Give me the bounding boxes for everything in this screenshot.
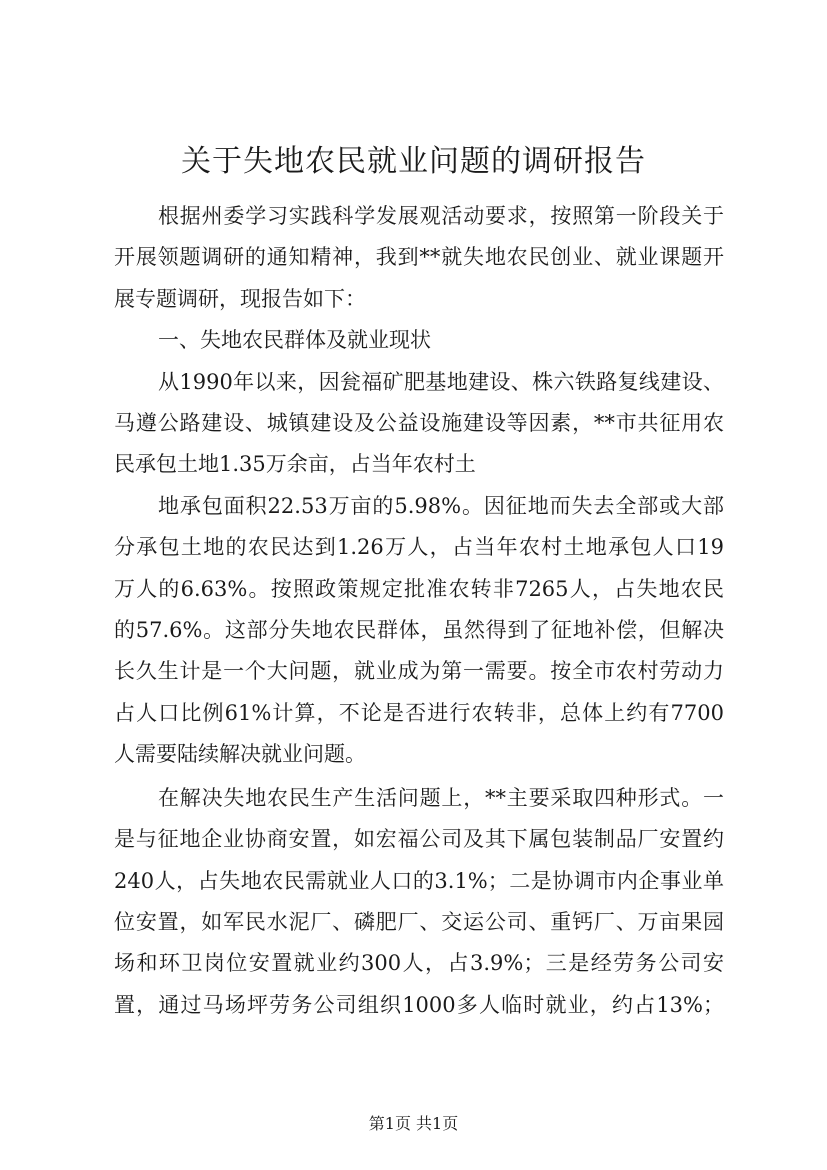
paragraph-line: 分承包土地的农民达到1.26万人，占当年农村土地承包人口19 xyxy=(114,535,724,560)
paragraph-line: 是与征地企业协商安置，如宏福公司及其下属包装制品厂安置约 xyxy=(114,827,724,852)
document-body xyxy=(114,196,724,1026)
paragraph-line: 在解决失地农民生产生活问题上，**主要采取四种形式。一 xyxy=(158,785,724,810)
paragraph-line: 根据州委学习实践科学发展观活动要求，按照第一阶段关于 xyxy=(158,204,724,228)
paragraph-line: 开展领题调研的通知精神，我到**就失地农民创业、就业课题开 xyxy=(114,245,724,270)
document-title: 关于失地农民就业问题的调研报告 xyxy=(181,144,646,179)
paragraph-line: 长久生计是一个大问题，就业成为第一需要。按全市农村劳动力 xyxy=(114,659,724,684)
paragraph-line: 从1990年以来，因瓮福矿肥基地建设、株六铁路复线建设、 xyxy=(158,369,724,394)
paragraph-line: 展专题调研，现报告如下： xyxy=(114,286,366,311)
paragraph-line: 马遵公路建设、城镇建设及公益设施建设等因素，**市共征用农 xyxy=(114,411,724,436)
paragraph-line: 位安置，如军民水泥厂、磷肥厂、交运公司、重钙厂、万亩果园 xyxy=(114,909,724,934)
paragraph-line: 240人，占失地农民需就业人口的3.1%；二是协调市内企事业单 xyxy=(114,868,724,893)
paragraph-line: 民承包土地1.35万余亩，占当年农村土 xyxy=(114,452,476,477)
page-footer: 第1页 共1页 xyxy=(368,1114,459,1133)
paragraph-line: 置，通过马场坪劳务公司组织1000多人临时就业，约占13%； xyxy=(114,992,724,1017)
paragraph-line: 的57.6%。这部分失地农民群体，虽然得到了征地补偿，但解决 xyxy=(114,618,724,643)
paragraph-line: 场和环卫岗位安置就业约300人，占3.9%；三是经劳务公司安 xyxy=(114,951,724,976)
paragraph-line: 万人的6.63%。按照政策规定批准农转非7265人，占失地农民 xyxy=(114,576,724,601)
section-heading: 一、失地农民群体及就业现状 xyxy=(158,328,431,353)
paragraph-line: 占人口比例61%计算，不论是否进行农转非，总体上约有7700 xyxy=(114,700,724,725)
paragraph-line: 地承包面积22.53万亩的5.98%。因征地而失去全部或大部 xyxy=(158,493,724,518)
paragraph-line: 人需要陆续解决就业问题。 xyxy=(114,742,366,767)
